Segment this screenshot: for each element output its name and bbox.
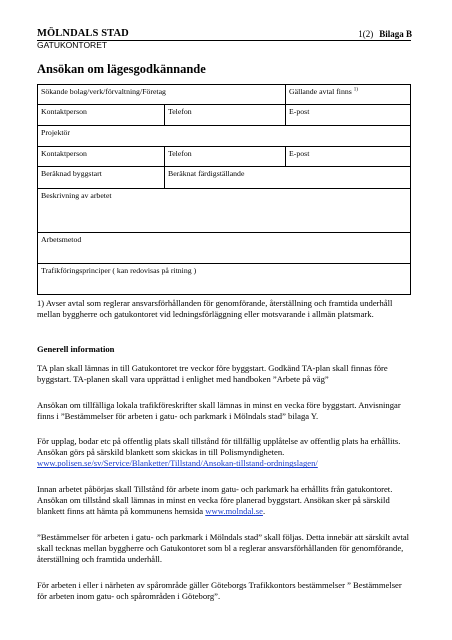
contact-label: Kontaktperson — [41, 107, 87, 116]
finish-date-label: Beräknat färdigställande — [168, 169, 245, 178]
designer-field[interactable] — [38, 126, 410, 146]
organization-name: MÖLNDALS STAD — [37, 28, 129, 39]
agreement-label: Gällande avtal finns — [289, 87, 352, 96]
applicant-field[interactable] — [38, 85, 285, 104]
form-row-method — [37, 232, 411, 263]
form-row-dates — [37, 166, 411, 188]
page-number: 1(2) — [358, 29, 374, 39]
traffic-label: Trafikföringsprinciper ( kan redovisas på ritning ) — [41, 266, 197, 275]
phone-label: Telefon — [168, 149, 192, 158]
form-title: Ansökan om lägesgodkännande — [37, 62, 206, 76]
agreement-field[interactable] — [285, 85, 410, 104]
description-field[interactable] — [38, 189, 410, 232]
department-name: GATUKONTORET — [37, 40, 108, 50]
contact-field-2[interactable] — [38, 147, 164, 166]
finish-date-field[interactable] — [164, 167, 410, 188]
form-row-traffic — [37, 263, 411, 295]
contact-field-1[interactable] — [38, 105, 164, 125]
start-date-label: Beräknad byggstart — [41, 169, 102, 178]
phone-field-1[interactable] — [164, 105, 285, 125]
email-label: E-post — [289, 149, 310, 158]
email-field-2[interactable] — [285, 147, 410, 166]
footnote-marker: 1) — [353, 87, 358, 93]
paragraph-ta-plan: TA plan skall lämnas in till Gatukontoret tre veckor före byggstart. Godkänd TA-plan skall finnas före byggstart. TA-planen skall vara upprättad i enlighet med handboken ”Arbete på väg” — [37, 363, 388, 385]
footnote — [37, 298, 413, 320]
municipality-link[interactable]: www.molndal.se — [205, 506, 263, 517]
application-form — [37, 84, 411, 295]
applicant-label: Sökande bolag/verk/förvaltning/Företag — [41, 87, 166, 96]
traffic-field[interactable] — [38, 264, 410, 294]
header-divider — [37, 40, 411, 41]
phone-label: Telefon — [168, 107, 192, 116]
start-date-field[interactable] — [38, 167, 164, 188]
page-info — [358, 29, 412, 39]
method-label: Arbetsmetod — [41, 235, 82, 244]
paragraph-regulations: ”Bestämmelser för arbeten i gatu- och parkmark i Mölndals stad” skall följas. Detta innebär att särskilt avtal skall tecknas mellan byggherre och Gatukontoret som bl a reglerar ansvarsförhållanden för genomförande, återställning och framtida underhåll. — [37, 532, 410, 565]
general-information — [37, 344, 413, 355]
appendix-label: Bilaga B — [379, 29, 412, 39]
form-row-contact-1 — [37, 104, 411, 125]
form-row-designer — [37, 125, 411, 146]
police-link[interactable]: www.polisen.se/sv/Service/Blanketter/Tillstand/Ansokan-tillstand-ordningslagen/ — [37, 458, 318, 469]
paragraph-storage-permit: För upplag, bodar etc på offentlig plats skall tillstånd för tillfällig upplåtelse av offentlig plats ha erhållits. Ansökan görs på särskild blankett som skickas in till Polismyndigheten. www.polisen.se/sv/Service/Blanketter/Tillstand/Ansokan-tillstand-ordningslagen/ — [37, 436, 401, 469]
designer-label: Projektör — [41, 128, 71, 137]
paragraph-traffic-regulations: Ansökan om tillfälliga lokala trafikföreskrifter skall lämnas in minst en vecka före byggstart. Anvisningar finns i ”Bestämmelser för arbeten i gatu- och parkmark i Mölndals stad” bilaga Y. — [37, 400, 401, 422]
letterhead — [37, 28, 129, 50]
form-row-contact-2 — [37, 146, 411, 166]
footnote-text: 1) Avser avtal som reglerar ansvarsförhållanden för genomförande, återställning och framtida underhåll mellan byggherre och gatukontoret vid ledningsförläggning eller motsvarande i allmän platsmark. — [37, 298, 393, 320]
contact-label: Kontaktperson — [41, 149, 87, 158]
form-row-description — [37, 188, 411, 232]
email-field-1[interactable] — [285, 105, 410, 125]
section-heading: Generell information — [37, 344, 115, 354]
form-row-applicant — [37, 84, 411, 104]
method-field[interactable] — [38, 233, 410, 263]
paragraph-work-permit: Innan arbetet påbörjas skall Tillstånd för arbete inom gatu- och parkmark ha erhållits från gatukontoret. Ansökan om tillstånd skall lämnas in minst en vecka före planerad byggstart. Ansökan sker på särskild blankett finns att hämta på kommunens hemsida www.molndal.se. — [37, 484, 393, 517]
paragraph-track-area: För arbeten i eller i närheten av spårområde gäller Göteborgs Trafikkontors bestämmelser ” Bestämmelser för arbeten inom gatu- och spårområden i Göteborg”. — [37, 580, 402, 602]
phone-field-2[interactable] — [164, 147, 285, 166]
email-label: E-post — [289, 107, 310, 116]
description-label: Beskrivning av arbetet — [41, 191, 112, 200]
